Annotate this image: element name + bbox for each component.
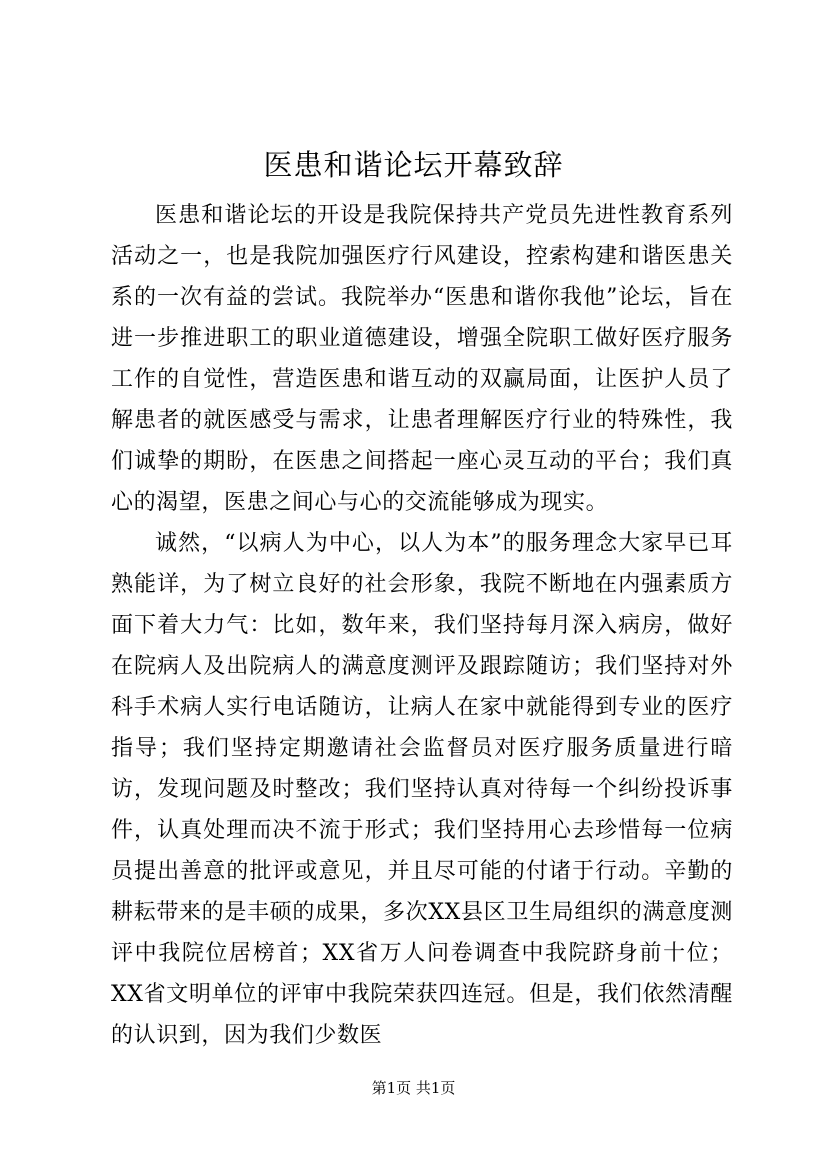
document-title: 医患和谐论坛开幕致辞 xyxy=(263,148,564,182)
document-body xyxy=(111,195,733,1056)
paragraph-2: 诚然，“以病人为中心，以人为本”的服务理念大家早已耳熟能详，为了树立良好的社会形象，我院不断地在内强素质方面下着大力气：比如，数年来，我们坚持每月深入病房，做好在院病人及出院病人的满意度测评及跟踪随访；我们坚持对外科手术病人实行电话随访，让病人在家中就能得到专业的医疗指导；我们坚持定期邀请社会监督员对医疗服务质量进行暗访，发现问题及时整改；我们坚持认真对待每一个纠纷投诉事件，认真处理而决不流于形式；我们坚持用心去珍惜每一位病员提出善意的批评或意见，并且尽可能的付诸于行动。辛勤的耕耘带来的是丰硕的成果，多次XX县区卫生局组织的满意度测评中我院位居榜首；XX省万人问卷调查中我院跻身前十位；XX省文明单位的评审中我院荣获四连冠。但是，我们依然清醒的认识到，因为我们少数医 xyxy=(111,531,733,1048)
page-footer: 第1页 共1页 xyxy=(371,1079,456,1097)
paragraph-1: 医患和谐论坛的开设是我院保持共产党员先进性教育系列活动之一，也是我院加强医疗行风建设，控索构建和谐医患关系的一次有益的尝试。我院举办“医患和谐你我他”论坛，旨在进一步推进职工的职业道德建设，增强全院职工做好医疗服务工作的自觉性，营造医患和谐互动的双赢局面，让医护人员了解患者的就医感受与需求，让患者理解医疗行业的特殊性，我们诚挚的期盼，在医患之间搭起一座心灵互动的平台；我们真心的渴望，医患之间心与心的交流能够成为现实。 xyxy=(111,203,733,515)
